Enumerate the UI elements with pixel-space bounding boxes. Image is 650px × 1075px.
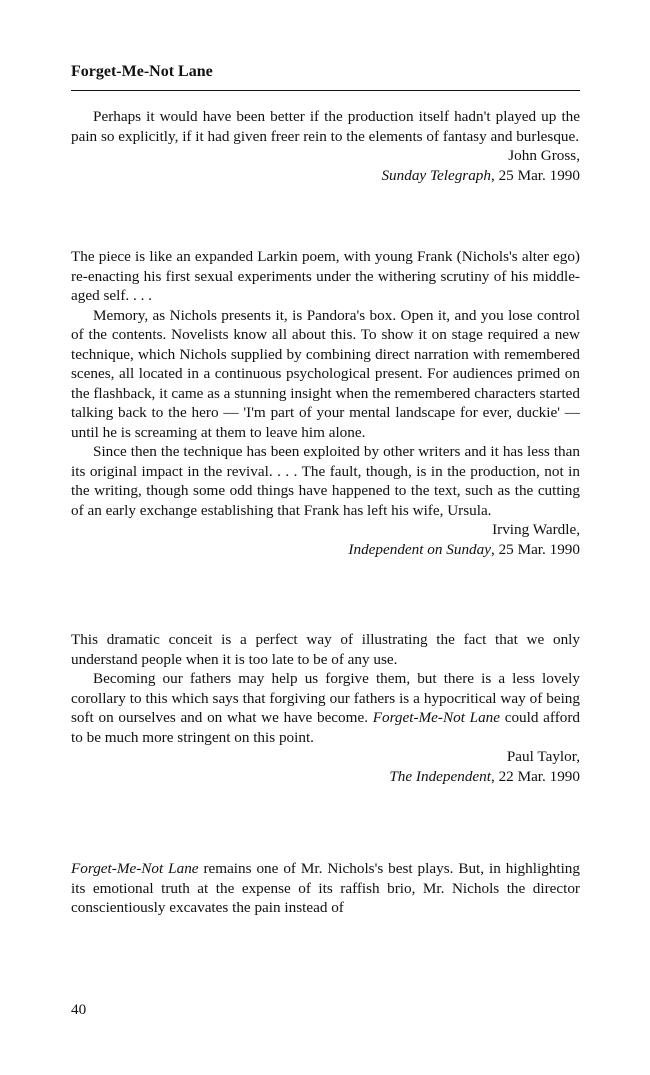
play-title: Forget-Me-Not Lane bbox=[71, 860, 199, 877]
review-paragraph: This dramatic conceit is a perfect way of illustrating the fact that we only understand people when it is too late to be of any use. bbox=[71, 631, 580, 668]
running-head: Forget-Me-Not Lane bbox=[71, 63, 213, 80]
review-author: Paul Taylor, bbox=[506, 748, 580, 765]
review-paragraph-text: remains one of Mr. Nichols's best plays. But, in highlighting its emotional truth at the expense of its raffish brio, Mr. Nichols the director conscientiously excavates the pain instead of bbox=[71, 860, 580, 916]
page-number: 40 bbox=[71, 1001, 87, 1018]
review-paragraph-tail: could afford to be much more stringent on this point. bbox=[71, 709, 580, 746]
review-taylor bbox=[71, 630, 580, 786]
review-source: Sunday Telegraph bbox=[381, 166, 491, 184]
header-rule bbox=[71, 90, 580, 91]
page-body bbox=[71, 62, 580, 918]
review-continued bbox=[71, 859, 580, 918]
review-citation bbox=[71, 166, 580, 186]
review-source: The Independent bbox=[389, 767, 491, 785]
review-gross bbox=[71, 107, 580, 185]
review-citation bbox=[71, 767, 580, 787]
review-wardle bbox=[71, 247, 580, 559]
review-paragraph: Perhaps it would have been better if the production itself hadn't played up the pain so explicitly, if it had given freer rein to the elements of fantasy and burlesque. bbox=[71, 108, 580, 145]
review-paragraph bbox=[71, 669, 580, 747]
review-paragraph: Since then the technique has been exploited by other writers and it has less than its original impact in the revival. . . . The fault, though, is in the production, not in the writing, though some odd things have happened to the text, such as the cutting of an early exchange establishing that Frank has left his wife, Ursula. bbox=[71, 443, 580, 519]
review-author: Irving Wardle, bbox=[492, 521, 580, 538]
play-title: Forget-Me-Not Lane bbox=[372, 709, 501, 726]
review-paragraph-text: Becoming our fathers may help us forgive them, but there is a less lovely corollary to this which says that forgiving our fathers is a hypocritical way of being soft on ourselves and on what we have become. bbox=[71, 670, 580, 726]
review-citation bbox=[71, 540, 580, 560]
review-author: John Gross, bbox=[508, 147, 580, 164]
review-paragraph bbox=[71, 859, 580, 918]
review-date: , 25 Mar. 1990 bbox=[490, 166, 580, 184]
review-date: , 22 Mar. 1990 bbox=[490, 767, 580, 785]
review-paragraph: The piece is like an expanded Larkin poem, with young Frank (Nichols's alter ego) re-enacting his first sexual experiments under the withering scrutiny of his middle-aged self. . . . bbox=[71, 248, 580, 304]
review-date: , 25 Mar. 1990 bbox=[490, 540, 580, 558]
review-paragraph: Memory, as Nichols presents it, is Pandora's box. Open it, and you lose control of the contents. Novelists know all about this. To show it on stage required a new technique, which Nichols supplied by combining direct narration with remembered scenes, all located in a continuous psychological present. For audiences primed on the flashback, it came as a stunning insight when the remembered characters started talking back to the hero — 'I'm part of your mental landscape for ever, duckie' — until he is screaming at them to leave him alone. bbox=[71, 306, 581, 441]
review-source: Independent on Sunday bbox=[348, 540, 491, 558]
